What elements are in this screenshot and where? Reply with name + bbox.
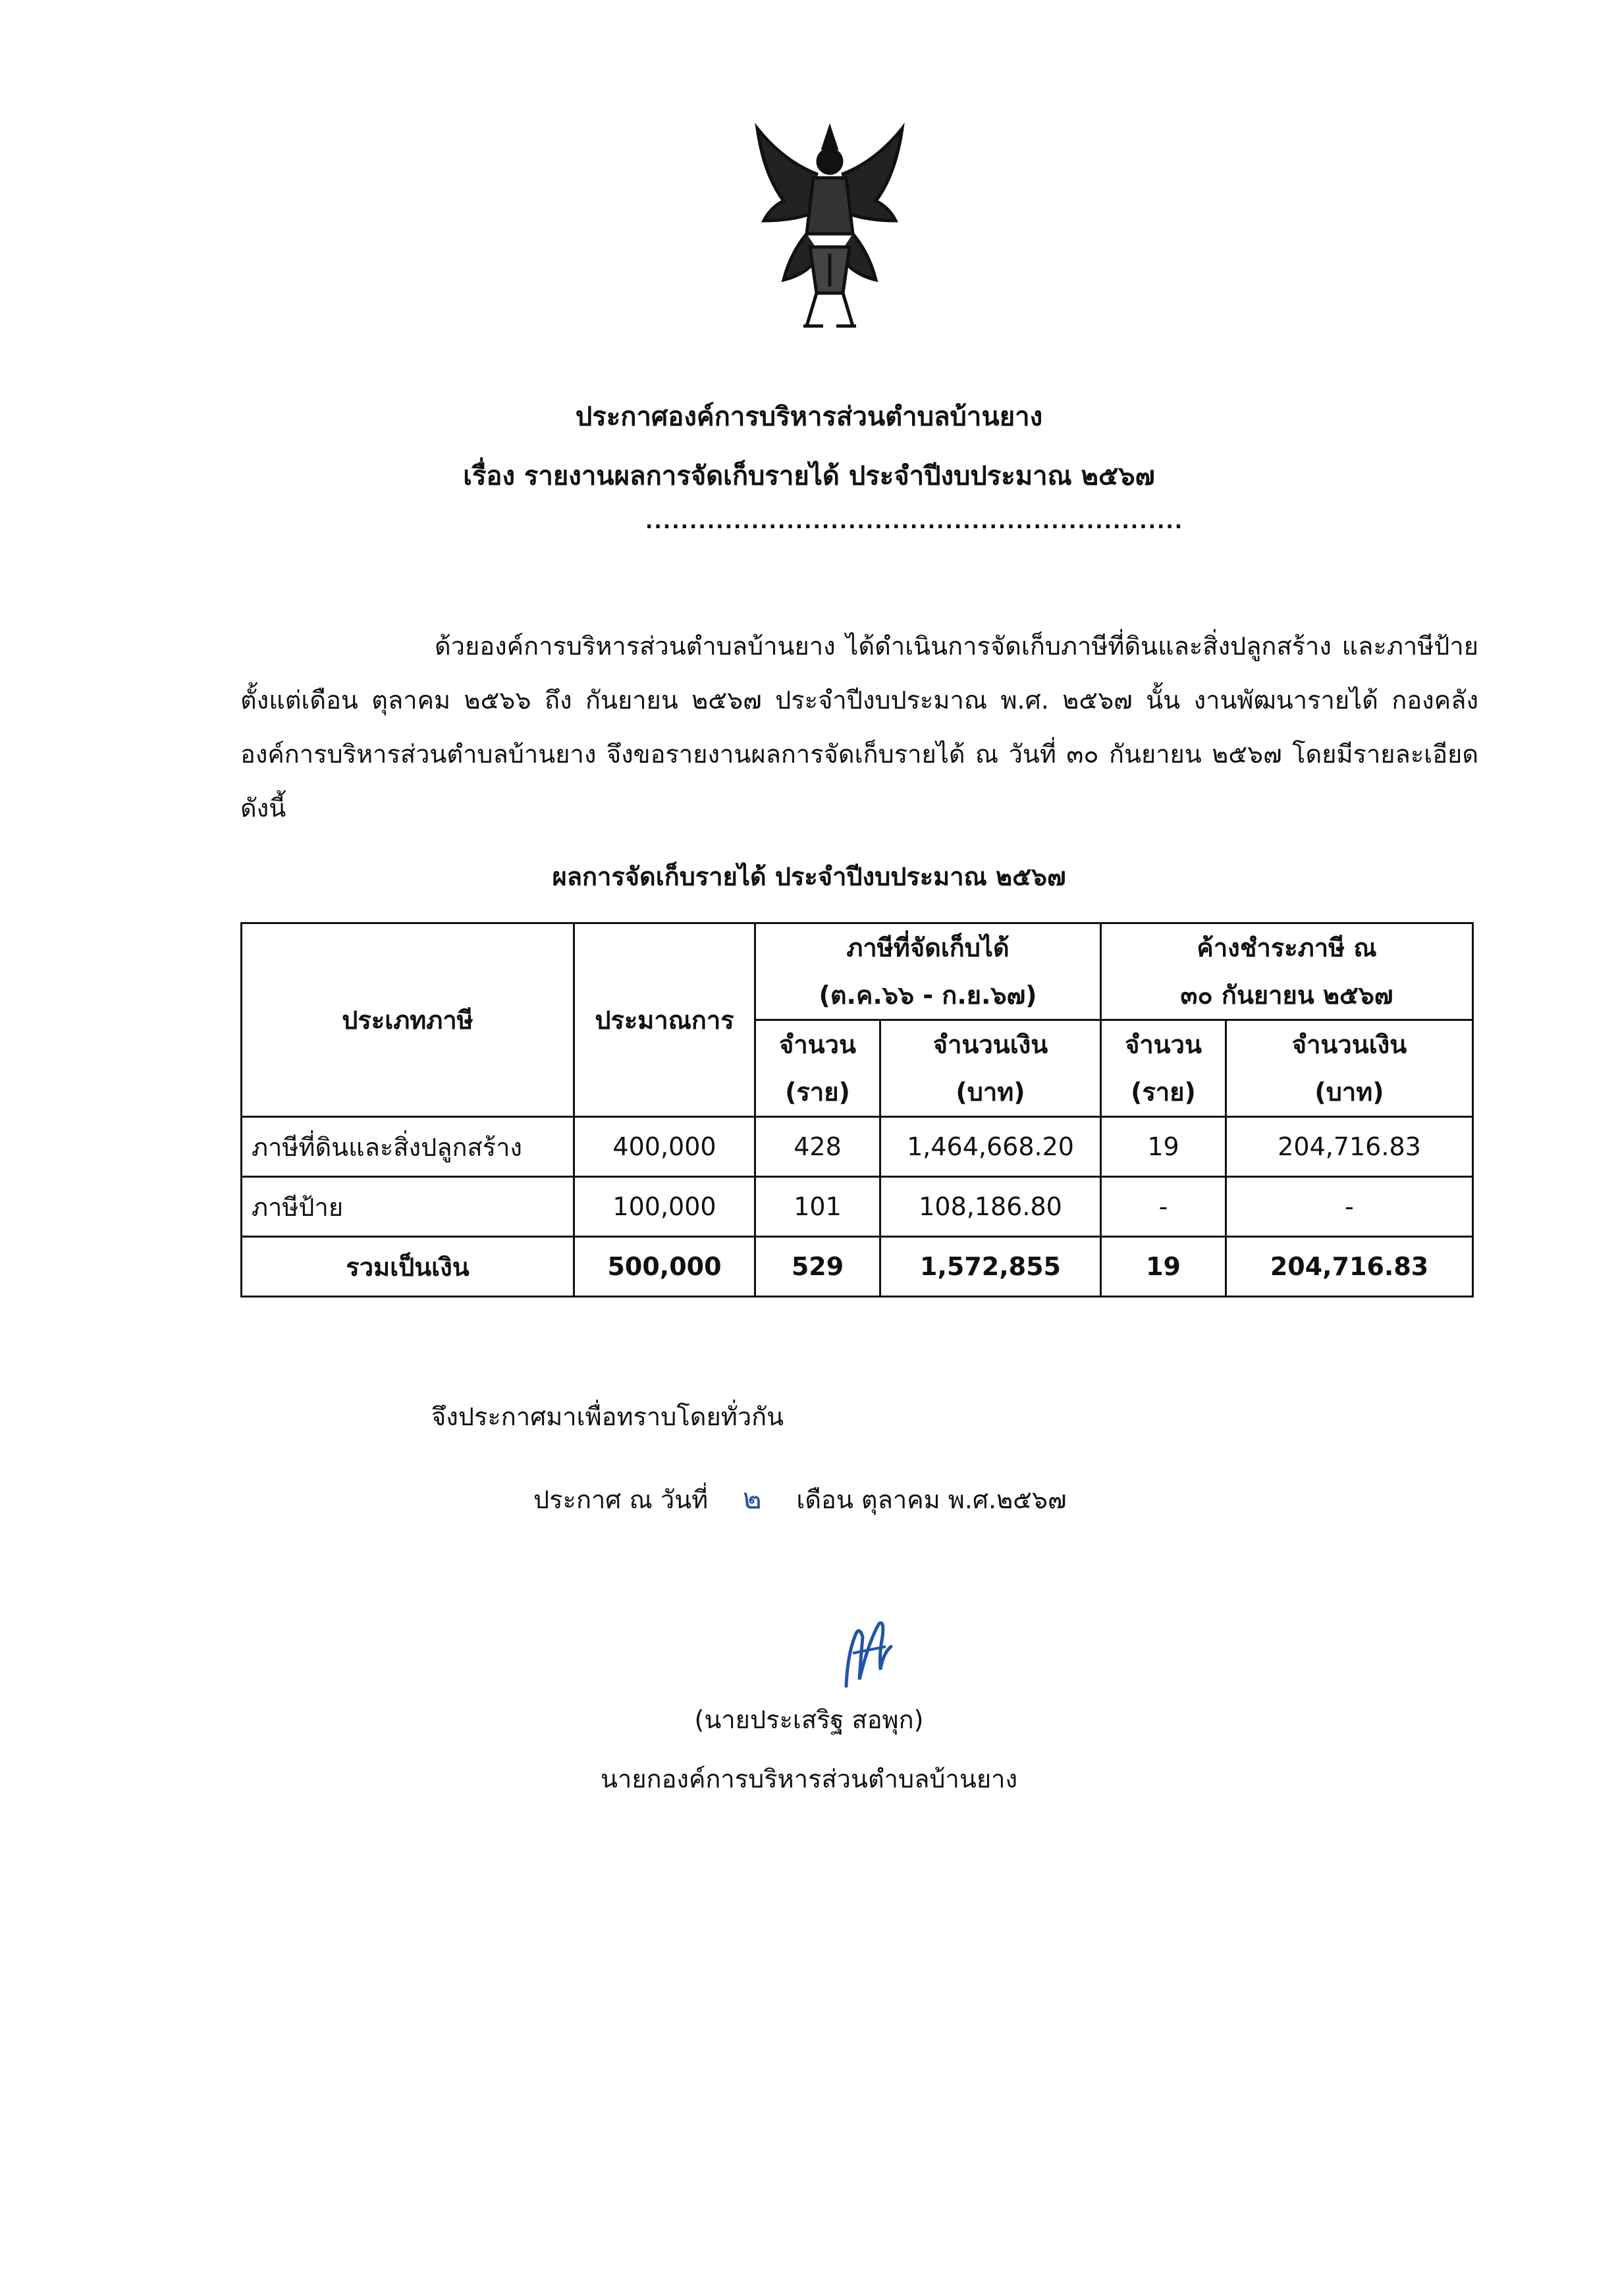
table-title: ผลการจัดเก็บรายได้ ประจำปีงบประมาณ ๒๕๖๗	[552, 862, 1066, 891]
cell-estimate: 100,000	[574, 1177, 755, 1237]
cell-tax-type: ภาษีที่ดินและสิ่งปลูกสร้าง	[242, 1117, 574, 1177]
header-estimate: ประมาณการ	[574, 923, 755, 1117]
cell-total-estimate: 500,000	[574, 1237, 755, 1297]
closing-text: จึงประกาศมาเพื่อทราบโดยทั่วกัน	[431, 1402, 784, 1431]
signer-name: (นายประเสริฐ สอพุก)	[694, 1705, 924, 1734]
header-count-line2: (ราย)	[1131, 1078, 1196, 1107]
table-total-row	[242, 1237, 1473, 1297]
signature-icon	[833, 1614, 899, 1693]
cell-collected-amount: 1,464,668.20	[880, 1117, 1101, 1177]
garuda-emblem-icon	[744, 122, 915, 339]
cell-outstanding-count: 19	[1101, 1117, 1226, 1177]
header-outstanding-line2: ๓๐ กันยายน ๒๕๖๗	[1180, 981, 1393, 1010]
cell-estimate: 400,000	[574, 1117, 755, 1177]
header-collected-line1: ภาษีที่จัดเก็บได้	[846, 933, 1010, 962]
header-amount-line2: (บาท)	[956, 1078, 1025, 1107]
header-collected-amount	[880, 1020, 1101, 1117]
header-amount-line1: จำนวนเงิน	[1291, 1030, 1407, 1059]
cell-tax-type: ภาษีป้าย	[242, 1177, 574, 1237]
cell-collected-count: 428	[755, 1117, 880, 1177]
cell-total-outstanding-count: 19	[1101, 1237, 1226, 1297]
header-collected-count	[755, 1020, 880, 1117]
cell-outstanding-count: -	[1101, 1177, 1226, 1237]
header-outstanding	[1101, 923, 1473, 1020]
header-collected-line2: (ต.ค.๖๖ - ก.ย.๖๗)	[819, 981, 1037, 1010]
revenue-table	[240, 922, 1474, 1298]
cell-total-collected-count: 529	[755, 1237, 880, 1297]
table-row	[242, 1117, 1473, 1177]
cell-total-label: รวมเป็นเงิน	[242, 1237, 574, 1297]
date-suffix: เดือน ตุลาคม พ.ศ.๒๕๖๗	[796, 1485, 1067, 1514]
cell-outstanding-amount: 204,716.83	[1226, 1117, 1473, 1177]
cell-total-outstanding-amount: 204,716.83	[1226, 1237, 1473, 1297]
cell-outstanding-amount: -	[1226, 1177, 1473, 1237]
header-outstanding-amount	[1226, 1020, 1473, 1117]
announcement-subject: เรื่อง รายงานผลการจัดเก็บรายได้ ประจำปีงบประมาณ ๒๕๖๗	[463, 461, 1155, 491]
date-day-handwritten: ๒	[742, 1482, 762, 1516]
signer-position: นายกองค์การบริหารส่วนตำบลบ้านยาง	[601, 1764, 1017, 1793]
header-tax-type: ประเภทภาษี	[242, 923, 574, 1117]
header-outstanding-count	[1101, 1020, 1226, 1117]
header-count-line1: จำนวน	[1125, 1030, 1202, 1059]
header-amount-line2: (บาท)	[1314, 1078, 1384, 1107]
header-row-1	[242, 923, 1473, 1020]
table-row	[242, 1177, 1473, 1237]
cell-collected-amount: 108,186.80	[880, 1177, 1101, 1237]
header-count-line2: (ราย)	[785, 1078, 850, 1107]
date-prefix: ประกาศ ณ วันที่	[533, 1485, 709, 1514]
separator-dots: .............................................................	[645, 510, 1184, 533]
cell-total-collected-amount: 1,572,855	[880, 1237, 1101, 1297]
announcement-title: ประกาศองค์การบริหารส่วนตำบลบ้านยาง	[575, 402, 1043, 432]
header-count-line1: จำนวน	[779, 1030, 856, 1059]
cell-collected-count: 101	[755, 1177, 880, 1237]
header-amount-line1: จำนวนเงิน	[932, 1030, 1048, 1059]
announcement-date	[533, 1475, 1067, 1521]
header-outstanding-line1: ค้างชำระภาษี ณ	[1197, 933, 1377, 962]
header-collected	[755, 923, 1101, 1020]
announcement-body: ด้วยองค์การบริหารส่วนตำบลบ้านยาง ได้ดำเนินการจัดเก็บภาษีที่ดินและสิ่งปลูกสร้าง และภาษีป้าย ตั้งแต่เดือน ตุลาคม ๒๕๖๖ ถึง กันยายน ๒๕๖๗ ประจำปีงบประมาณ พ.ศ. ๒๕๖๗ นั้น งานพัฒนารายได้ กองคลัง องค์การบริหารส่วนตำบลบ้านยาง จึงขอรายงานผลการจัดเก็บรายได้ ณ วันที่ ๓๐ กันยายน ๒๕๖๗ โดยมีรายละเอียด ดังนี้	[240, 632, 1478, 823]
